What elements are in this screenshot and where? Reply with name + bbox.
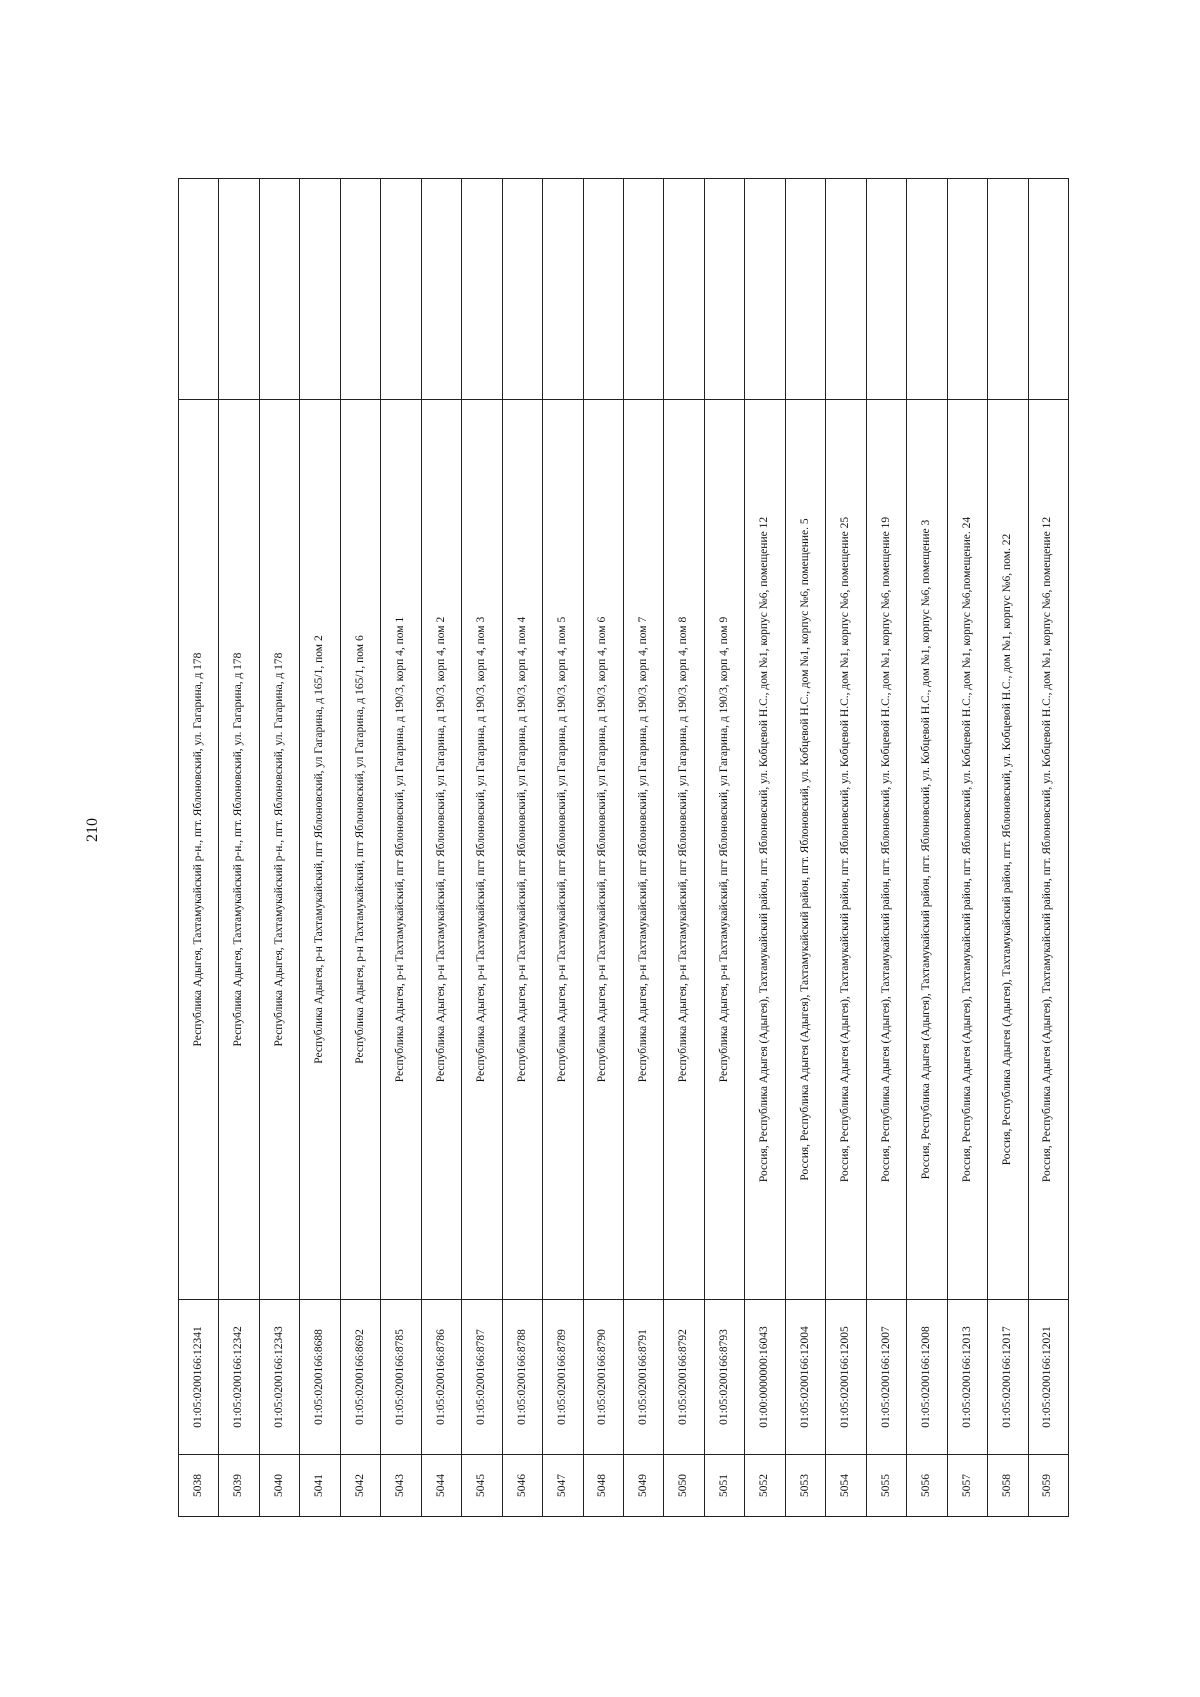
cadastral-number: 01:05:0200166:8788 (502, 1300, 542, 1455)
address: Россия, Республика Адыгея (Адыгея), Тахтамукайский район, пгт. Яблоновский, ул. Кобцевой Н.С., дом №1, корпус №6, помещение 12 (1028, 400, 1068, 1300)
cadastral-number: 01:05:0200166:8792 (664, 1300, 704, 1455)
row-number: 5058 (988, 1455, 1028, 1517)
cadastral-number: 01:05:0200166:8789 (543, 1300, 583, 1455)
address: Россия, Республика Адыгея (Адыгея), Тахтамукайский район, пгт. Яблоновский, ул. Кобцевой Н.С., дом №1, корпус №6,помещение. 24 (947, 400, 987, 1300)
address: Республика Адыгея, р-н Тахтамукайский, пгт Яблоновский, ул Гагарина, д 165/1, пом 6 (340, 400, 380, 1300)
row-number: 5038 (179, 1455, 219, 1517)
cadastral-number: 01:05:0200166:12017 (988, 1300, 1028, 1455)
table-row (259, 179, 299, 1517)
table-row (502, 179, 542, 1517)
address: Республика Адыгея, р-н Тахтамукайский, пгт Яблоновский, ул Гагарина, д 190/3, корп 4, пом 9 (704, 400, 744, 1300)
table-row (947, 179, 987, 1517)
table-row (623, 179, 663, 1517)
empty-cell (745, 179, 785, 400)
row-number: 5056 (907, 1455, 947, 1517)
address: Россия, Республика Адыгея (Адыгея), Тахтамукайский район, пгт. Яблоновский, ул. Кобцевой Н.С., дом №1, корпус №6, помещение. 5 (785, 400, 825, 1300)
row-number: 5043 (381, 1455, 421, 1517)
table-row (583, 179, 623, 1517)
address: Республика Адыгея, Тахтамукайский р-н., пгт. Яблоновский, ул. Гагарина, д 178 (219, 400, 259, 1300)
row-number: 5050 (664, 1455, 704, 1517)
table-row (785, 179, 825, 1517)
empty-cell (664, 179, 704, 400)
registry-table-body (179, 179, 1069, 1517)
empty-cell (259, 179, 299, 400)
row-number: 5051 (704, 1455, 744, 1517)
empty-cell (502, 179, 542, 400)
row-number: 5048 (583, 1455, 623, 1517)
address: Республика Адыгея, р-н Тахтамукайский, пгт Яблоновский, ул Гагарина, д 190/3, корп 4, пом 6 (583, 400, 623, 1300)
cadastral-number: 01:05:0200166:12013 (947, 1300, 987, 1455)
cadastral-number: 01:05:0200166:12342 (219, 1300, 259, 1455)
row-number: 5057 (947, 1455, 987, 1517)
table-row (866, 179, 906, 1517)
address: Республика Адыгея, р-н Тахтамукайский, пгт Яблоновский, ул Гагарина, д 190/3, корп 4, пом 5 (543, 400, 583, 1300)
cadastral-number: 01:05:0200166:8793 (704, 1300, 744, 1455)
address: Россия, Республика Адыгея (Адыгея), Тахтамукайский район, пгт. Яблоновский, ул. Кобцевой Н.С., дом №1, корпус №6, пом. 22 (988, 400, 1028, 1300)
table-row (421, 179, 461, 1517)
cadastral-number: 01:05:0200166:12021 (1028, 1300, 1068, 1455)
table-row (745, 179, 785, 1517)
row-number: 5053 (785, 1455, 825, 1517)
empty-cell (179, 179, 219, 400)
empty-cell (583, 179, 623, 400)
empty-cell (340, 179, 380, 400)
table-row (704, 179, 744, 1517)
table-row (907, 179, 947, 1517)
address: Республика Адыгея, р-н Тахтамукайский, пгт Яблоновский, ул Гагарина, д 190/3, корп 4, пом 7 (623, 400, 663, 1300)
address: Республика Адыгея, р-н Тахтамукайский, пгт Яблоновский, ул Гагарина, д 190/3, корп 4, пом 1 (381, 400, 421, 1300)
empty-cell (421, 179, 461, 400)
row-number: 5040 (259, 1455, 299, 1517)
empty-cell (219, 179, 259, 400)
table-row (988, 179, 1028, 1517)
address: Республика Адыгея, р-н Тахтамукайский, пгт Яблоновский, ул Гагарина, д 165/1, пом 2 (300, 400, 340, 1300)
row-number: 5046 (502, 1455, 542, 1517)
cadastral-number: 01:05:0200166:12343 (259, 1300, 299, 1455)
address: Республика Адыгея, р-н Тахтамукайский, пгт Яблоновский, ул Гагарина, д 190/3, корп 4, пом 8 (664, 400, 704, 1300)
address: Россия, Республика Адыгея (Адыгея), Тахтамукайский район, пгт. Яблоновский, ул. Кобцевой Н.С., дом №1, корпус №6, помещение 19 (866, 400, 906, 1300)
empty-cell (381, 179, 421, 400)
address: Республика Адыгея, р-н Тахтамукайский, пгт Яблоновский, ул Гагарина, д 190/3, корп 4, пом 2 (421, 400, 461, 1300)
cadastral-number: 01:00:0000000:16043 (745, 1300, 785, 1455)
table-row (340, 179, 380, 1517)
cadastral-number: 01:05:0200166:12341 (179, 1300, 219, 1455)
cadastral-number: 01:05:0200166:8692 (340, 1300, 380, 1455)
row-number: 5052 (745, 1455, 785, 1517)
table-row (543, 179, 583, 1517)
row-number: 5044 (421, 1455, 461, 1517)
cadastral-number: 01:05:0200166:8790 (583, 1300, 623, 1455)
address: Республика Адыгея, Тахтамукайский р-н., пгт. Яблоновский, ул. Гагарина, д 178 (179, 400, 219, 1300)
registry-table (178, 178, 1069, 1517)
row-number: 5041 (300, 1455, 340, 1517)
cadastral-number: 01:05:0200166:12005 (826, 1300, 866, 1455)
table-row (826, 179, 866, 1517)
table-row (300, 179, 340, 1517)
empty-cell (543, 179, 583, 400)
cadastral-number: 01:05:0200166:12004 (785, 1300, 825, 1455)
cadastral-number: 01:05:0200166:12007 (866, 1300, 906, 1455)
cadastral-number: 01:05:0200166:8786 (421, 1300, 461, 1455)
empty-cell (866, 179, 906, 400)
row-number: 5054 (826, 1455, 866, 1517)
row-number: 5049 (623, 1455, 663, 1517)
table-row (1028, 179, 1068, 1517)
row-number: 5047 (543, 1455, 583, 1517)
address: Россия, Республика Адыгея (Адыгея), Тахтамукайский район, пгт. Яблоновский, ул. Кобцевой Н.С., дом №1, корпус №6, помещение 12 (745, 400, 785, 1300)
empty-cell (623, 179, 663, 400)
table-row (462, 179, 502, 1517)
registry-table-container (178, 178, 1069, 1517)
empty-cell (462, 179, 502, 400)
page-number: 210 (84, 818, 101, 842)
table-row (219, 179, 259, 1517)
table-row (179, 179, 219, 1517)
empty-cell (947, 179, 987, 400)
empty-cell (826, 179, 866, 400)
address: Республика Адыгея, Тахтамукайский р-н., пгт. Яблоновский, ул. Гагарина, д 178 (259, 400, 299, 1300)
row-number: 5059 (1028, 1455, 1068, 1517)
table-row (664, 179, 704, 1517)
cadastral-number: 01:05:0200166:12008 (907, 1300, 947, 1455)
empty-cell (300, 179, 340, 400)
cadastral-number: 01:05:0200166:8785 (381, 1300, 421, 1455)
empty-cell (1028, 179, 1068, 400)
empty-cell (907, 179, 947, 400)
cadastral-number: 01:05:0200166:8688 (300, 1300, 340, 1455)
table-row (381, 179, 421, 1517)
row-number: 5039 (219, 1455, 259, 1517)
address: Россия, Республика Адыгея (Адыгея), Тахтамукайский район, пгт. Яблоновский, ул. Кобцевой Н.С., дом №1, корпус №6, помещение 3 (907, 400, 947, 1300)
address: Республика Адыгея, р-н Тахтамукайский, пгт Яблоновский, ул Гагарина, д 190/3, корп 4, пом 4 (502, 400, 542, 1300)
empty-cell (988, 179, 1028, 400)
row-number: 5055 (866, 1455, 906, 1517)
address: Республика Адыгея, р-н Тахтамукайский, пгт Яблоновский, ул Гагарина, д 190/3, корп 4, пом 3 (462, 400, 502, 1300)
row-number: 5045 (462, 1455, 502, 1517)
empty-cell (785, 179, 825, 400)
row-number: 5042 (340, 1455, 380, 1517)
empty-cell (704, 179, 744, 400)
cadastral-number: 01:05:0200166:8787 (462, 1300, 502, 1455)
address: Россия, Республика Адыгея (Адыгея), Тахтамукайский район, пгт. Яблоновский, ул. Кобцевой Н.С., дом №1, корпус №6, помещение 25 (826, 400, 866, 1300)
cadastral-number: 01:05:0200166:8791 (623, 1300, 663, 1455)
